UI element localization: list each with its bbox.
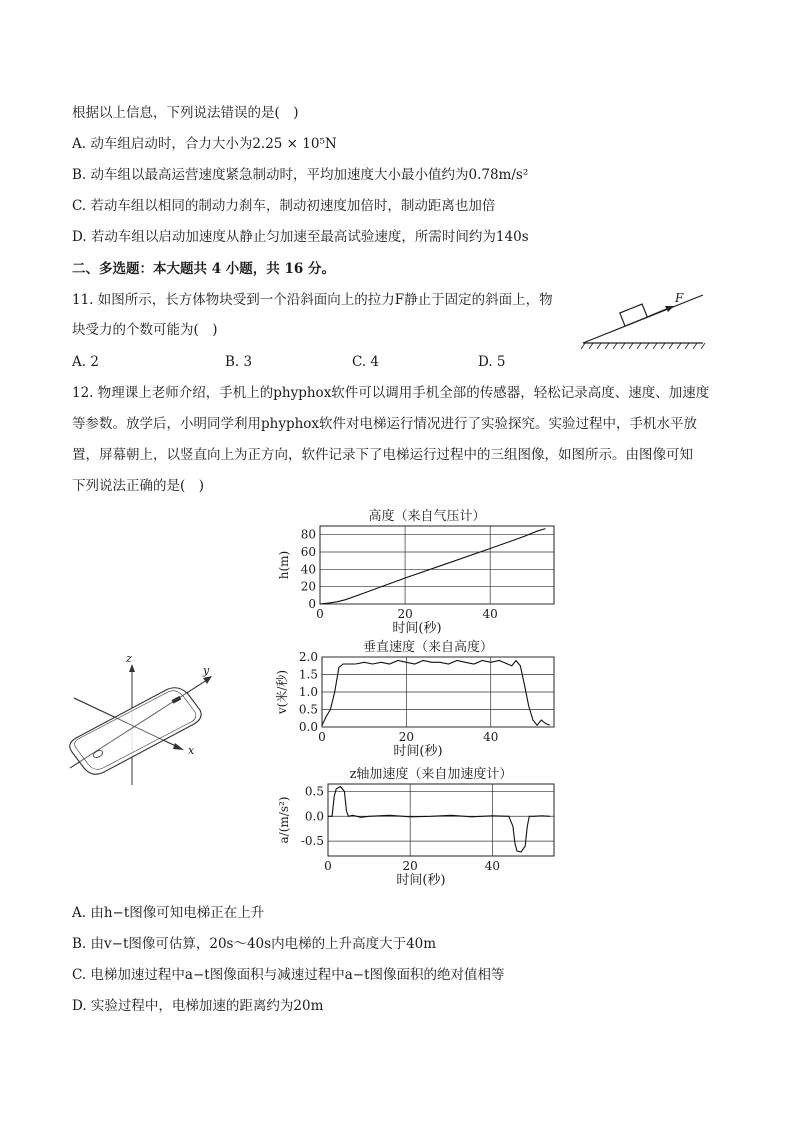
y-tick-label: 0.5 — [304, 784, 324, 799]
q10-option-d: D. 若动车组以启动加速度从静止匀加速至最高试验速度，所需时间约为140s — [72, 229, 529, 245]
y-tick-label: -0.5 — [300, 834, 324, 849]
phone-figure — [62, 650, 232, 790]
x-tick-label: 40 — [482, 607, 498, 621]
plot-frame — [320, 526, 554, 604]
x-tick-label: 20 — [402, 859, 418, 873]
q12-stem-line-3: 置，屏幕朝上，以竖直向上为正方向，软件记录下了电梯运行过程中的三组图像，如图所示。由图像可知 — [72, 447, 693, 463]
phone-body — [70, 688, 201, 775]
x-axis-label: 时间(秒) — [396, 873, 446, 888]
series-line — [328, 787, 550, 853]
height-chart — [270, 500, 570, 640]
y-tick-label: 60 — [300, 545, 316, 559]
y-tick-label: 80 — [300, 527, 316, 542]
x-tick-label: 40 — [483, 730, 499, 744]
series-line — [320, 529, 546, 604]
q10-option-c: C. 若动车组以相同的制动力刹车，制动初速度加倍时，制动距离也加倍 — [72, 198, 496, 214]
q12-stem-line-2: 等参数。放学后，小明同学利用phyphox软件对电梯运行情况进行了实验探究。实验过程中，手机水平放 — [72, 416, 698, 432]
q11-stem-line-1: 11. 如图所示，长方体物块受到一个沿斜面向上的拉力F静止于固定的斜面上，物 — [72, 292, 553, 308]
q11-option-b: B. 3 — [225, 354, 253, 370]
y-axis-label: h(m) — [277, 550, 291, 580]
y-tick-label: 0.0 — [298, 720, 318, 734]
q11-option-c: C. 4 — [352, 354, 380, 370]
z-axis-label: z — [126, 652, 132, 665]
x-tick-label: 20 — [398, 730, 415, 744]
ground-hatching — [581, 343, 705, 349]
x-tick-label: 40 — [484, 859, 501, 873]
plot-frame — [328, 784, 554, 856]
y-tick-label: 0.5 — [298, 702, 318, 717]
q12-option-c: C. 电梯加速过程中a−t图像面积与减速过程中a−t图像面积的绝对值相等 — [72, 967, 505, 983]
chart-title: 高度（来自气压计） — [368, 509, 486, 524]
y-axis-label: y — [203, 664, 210, 677]
q12-option-b: B. 由v−t图像可估算，20s～40s内电梯的上升高度大于40m — [72, 936, 437, 952]
q10-stem: 根据以上信息，下列说法错误的是( ) — [72, 105, 299, 121]
velocity-chart — [270, 633, 570, 758]
x-tick-label: 0 — [318, 730, 326, 744]
q11-option-d: D. 5 — [478, 354, 506, 370]
force-label: F — [675, 291, 684, 305]
block — [620, 304, 647, 326]
x-axis-label: 时间(秒) — [392, 621, 442, 636]
q11-option-a: A. 2 — [72, 354, 99, 370]
q12-option-a: A. 由h−t图像可知电梯正在上升 — [72, 905, 265, 921]
y-tick-label: 20 — [300, 579, 316, 594]
incline-figure — [575, 285, 725, 355]
q10-option-a: A. 动车组启动时，合力大小为2.25 × 10⁵N — [72, 136, 337, 152]
y-tick-label: 40 — [300, 562, 316, 577]
x-axis-label: 时间(秒) — [393, 744, 443, 758]
x-axis-label: x — [188, 744, 195, 757]
q10-option-b: B. 动车组以最高运营速度紧急制动时，平均加速度大小最小值约为0.78m/s² — [72, 167, 529, 183]
x-tick-label: 0 — [324, 859, 332, 873]
y-tick-label: 2.0 — [298, 650, 318, 664]
y-tick-label: 1.0 — [298, 685, 318, 699]
y-tick-label: 0.0 — [304, 809, 324, 824]
section-title: 二、多选题：本大题共 4 小题，共 16 分。 — [72, 261, 335, 277]
q11-stem-line-2: 块受力的个数可能为( ) — [72, 322, 218, 338]
x-tick-label: 20 — [397, 607, 413, 621]
y-tick-label: 0 — [308, 597, 316, 611]
y-tick-label: 1.5 — [298, 667, 318, 682]
y-axis-label: a/(m/s²) — [277, 796, 291, 844]
y-axis-label: v(米/秒) — [275, 669, 289, 715]
series-line — [322, 661, 550, 726]
q12-option-d: D. 实验过程中，电梯加速的距离约为20m — [72, 998, 324, 1014]
q12-stem-line-1: 12. 物理课上老师介绍，手机上的phyphox软件可以调用手机全部的传感器，轻松记录高度、速度、加速度 — [72, 385, 710, 401]
x-tick-label: 0 — [316, 607, 324, 621]
acceleration-chart — [270, 758, 570, 893]
chart-title: z轴加速度（来自加速度计） — [349, 767, 513, 782]
chart-title: 垂直速度（来自高度） — [362, 640, 494, 655]
q12-stem-line-4: 下列说法正确的是( ) — [72, 478, 205, 494]
